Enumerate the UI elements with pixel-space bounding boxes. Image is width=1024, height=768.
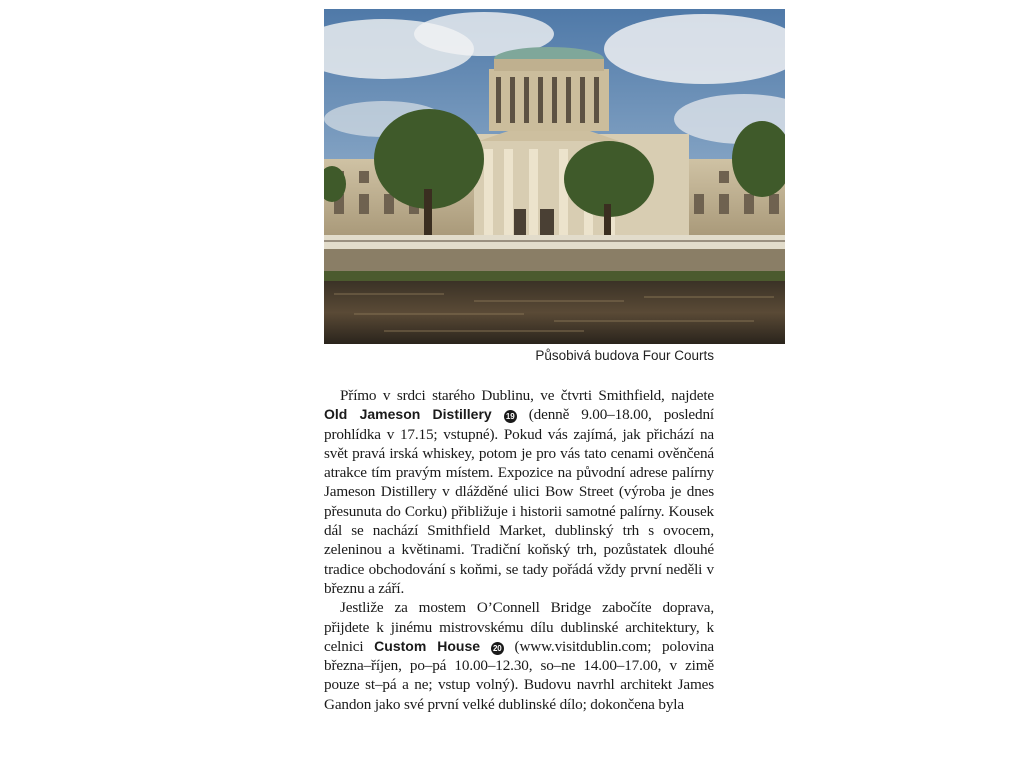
- poi-name: Custom House: [374, 637, 481, 654]
- poi-name: Old Jameson Distillery: [324, 406, 492, 423]
- paragraph-custom-house: [324, 598, 714, 714]
- article-body: [324, 386, 714, 714]
- paragraph-text: Přímo v srdci starého Dublinu, ve čtvrti Smithfield, najdete: [340, 387, 714, 404]
- poi-number-badge: 20: [491, 642, 504, 655]
- paragraph-text: Jestliže za mostem O’Connell Bridge zabočíte doprava, přijdete k jinému mistrovskému dílu dublinské architektury, k celnici: [324, 599, 714, 655]
- photo-caption: Působivá budova Four Courts: [535, 348, 714, 363]
- paragraph-old-jameson: [324, 386, 714, 598]
- paragraph-text: (denně 9.00–18.00, poslední prohlídka v 17.15; vstupné). Pokud vás zajímá, jak přichází na svět pravá irská whiskey, potom je pro vás tato cenami ověnčená atrakce tím pravým místem. Expozice na původní adrese palírny Jameson Distillery v dlážděné ulici Bow Street (výroba je dnes přesunuta do Corku) přibližuje i historii samotné palírny. Kousek dál se nachází Smithfield Market, dublinský trh s ovocem, zeleninou a květinami. Tradiční koňský trh, pozůstatek dlouhé tradice obchodování s koňmi, se tady pořádá vždy první neděli v březnu a září.: [324, 406, 714, 597]
- paragraph-text: (www.visitdublin.com; polovina března–říjen, po–pá 10.00–12.30, so–ne 14.00–17.00, v zimě pouze st–pá a ne; vstup volný). Budovu navrhl architekt James Gandon jako své první velké dublinské dílo; dokončena byla: [324, 637, 714, 713]
- four-courts-photo: [324, 9, 785, 344]
- poi-number-badge: 19: [504, 410, 517, 423]
